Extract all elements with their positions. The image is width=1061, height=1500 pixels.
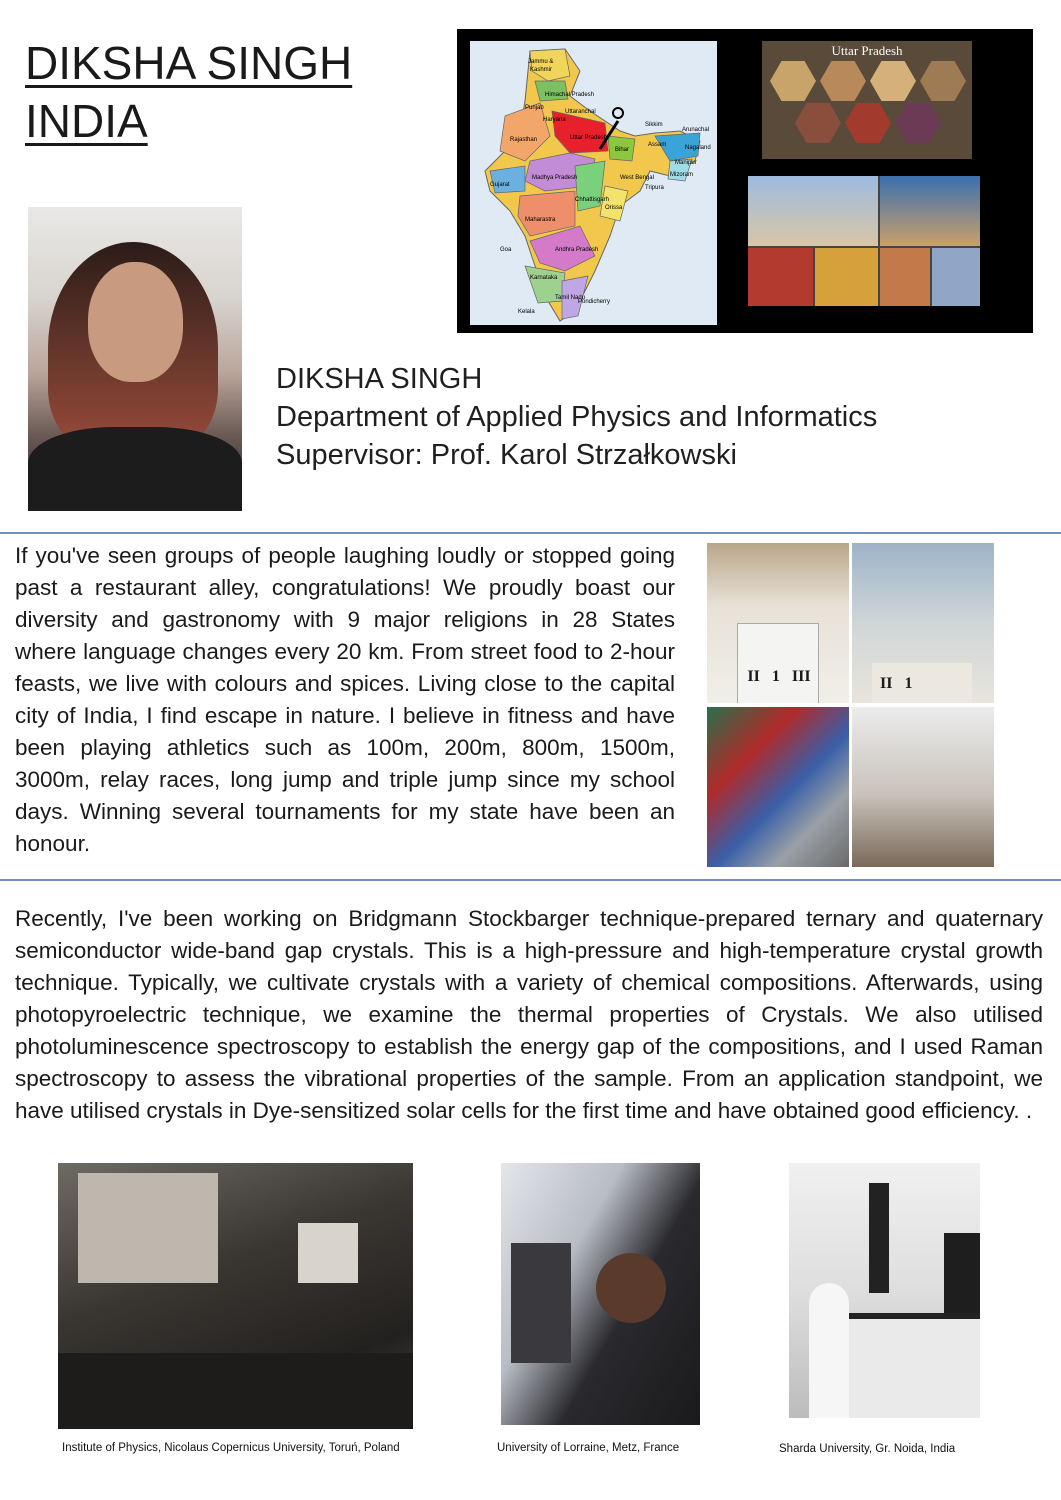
svg-text:Punjab: Punjab — [525, 105, 544, 111]
athletics-photo-grid — [707, 543, 994, 867]
svg-text:Nagaland: Nagaland — [685, 145, 711, 151]
svg-text:Haryana: Haryana — [543, 117, 566, 123]
heading-country: INDIA — [25, 95, 148, 147]
caption-metz: University of Lorraine, Metz, France — [497, 1442, 680, 1454]
medals-photo — [707, 707, 849, 867]
svg-text:Arunachal: Arunachal — [682, 127, 710, 133]
collage-title: Uttar Pradesh — [831, 43, 903, 58]
svg-text:Kelala: Kelala — [518, 309, 535, 315]
podium-mark-5: 1 — [904, 675, 913, 692]
svg-text:Uttar Pradesh: Uttar Pradesh — [570, 135, 608, 141]
uttar-pradesh-collage — [762, 41, 972, 159]
svg-text:Tamil Nadu: Tamil Nadu — [555, 295, 586, 301]
caption-torun: Institute of Physics, Nicolaus Copernicus University, Toruń, Poland — [62, 1442, 400, 1454]
divider-bottom — [0, 879, 1061, 881]
profile-supervisor: Supervisor: Prof. Karol Strzałkowski — [276, 439, 737, 471]
svg-text:West Bengal: West Bengal — [620, 175, 654, 181]
podium-mark-2: 1 — [771, 668, 780, 685]
svg-text:Goa: Goa — [500, 247, 512, 253]
heading-name: DIKSHA SINGH — [25, 37, 353, 89]
podium-mark-3: III — [791, 668, 811, 685]
lab-photo-torun — [58, 1163, 413, 1429]
portrait-photo — [28, 207, 242, 511]
research-paragraph: Recently, I've been working on Bridgmann Stockbarger technique-prepared ternary and quaternary semiconductor wide-band gap crystals. This is a high-pressure and high-temperature crystal growth technique. Typically, we cultivate crystals with a variety of chemical compositions. Afterwards, using photopyroelectric technique, we examine the thermal properties of Crystals. We also utilised photoluminescence spectroscopy to establish the energy gap of the compositions, and I used Raman spectroscopy to assess the vibrational properties of the sample. From an application standpoint, we have utilised crystals in Dye-sensitized solar cells for the first time and have obtained good efficiency. . — [15, 906, 1043, 1123]
svg-text:Chhattisgarh: Chhattisgarh — [575, 197, 610, 203]
svg-text:Gujarat: Gujarat — [490, 182, 510, 188]
svg-text:Orissa: Orissa — [605, 205, 623, 211]
svg-text:Madhya Pradesh: Madhya Pradesh — [532, 175, 578, 181]
profile-name: DIKSHA SINGH — [276, 363, 483, 395]
podium-mark-1: II — [747, 668, 760, 685]
svg-text:Kashmir: Kashmir — [530, 67, 553, 73]
svg-text:Jammu &: Jammu & — [528, 59, 554, 65]
divider-top — [0, 532, 1061, 534]
caption-sharda: Sharda University, Gr. Noida, India — [779, 1443, 956, 1455]
lab-photo-metz — [501, 1163, 700, 1425]
svg-text:Sikkim: Sikkim — [645, 122, 663, 128]
svg-text:Tripura: Tripura — [645, 185, 664, 191]
india-map — [470, 41, 717, 325]
celebration-photo — [852, 707, 994, 867]
svg-text:Bihar: Bihar — [615, 147, 630, 153]
svg-text:Manipur: Manipur — [675, 160, 697, 166]
podium-photo-1 — [707, 543, 849, 703]
page-heading — [25, 34, 352, 150]
svg-text:Rajasthan: Rajasthan — [510, 137, 538, 143]
svg-text:Pondicherry: Pondicherry — [578, 299, 611, 305]
svg-text:Assam: Assam — [648, 142, 667, 148]
profile-department: Department of Applied Physics and Informatics — [276, 401, 878, 433]
svg-text:Uttaranchal: Uttaranchal — [565, 109, 596, 115]
svg-text:Himachal Pradesh: Himachal Pradesh — [545, 92, 595, 98]
svg-text:Andhra Pradesh: Andhra Pradesh — [555, 247, 599, 253]
svg-text:Maharastra: Maharastra — [525, 217, 556, 223]
svg-text:Karnataka: Karnataka — [530, 275, 558, 281]
intro-paragraph: If you've seen groups of people laughing loudly or stopped going past a restaurant alley, congratulations! We proudly boast our diversity and gastronomy with 9 major religions in 28 States where language changes every 20 km. From street food to 2-hour feasts, we live with colours and spices. Living close to the capital city of India, I find escape in nature. I believe in fitness and have been playing athletics such as 100m, 200m, 800m, 1500m, 3000m, relay races, long jump and triple jump since my school days. Winning several tournaments for my state have been an honour. — [15, 543, 675, 856]
svg-text:Mizoram: Mizoram — [670, 172, 694, 178]
india-landmarks-collage — [748, 176, 980, 306]
lab-photo-sharda — [789, 1163, 980, 1418]
podium-photo-2 — [852, 543, 994, 703]
podium-mark-4: II — [880, 675, 893, 692]
map-collage-panel — [457, 29, 1033, 333]
profile-info — [276, 360, 877, 474]
